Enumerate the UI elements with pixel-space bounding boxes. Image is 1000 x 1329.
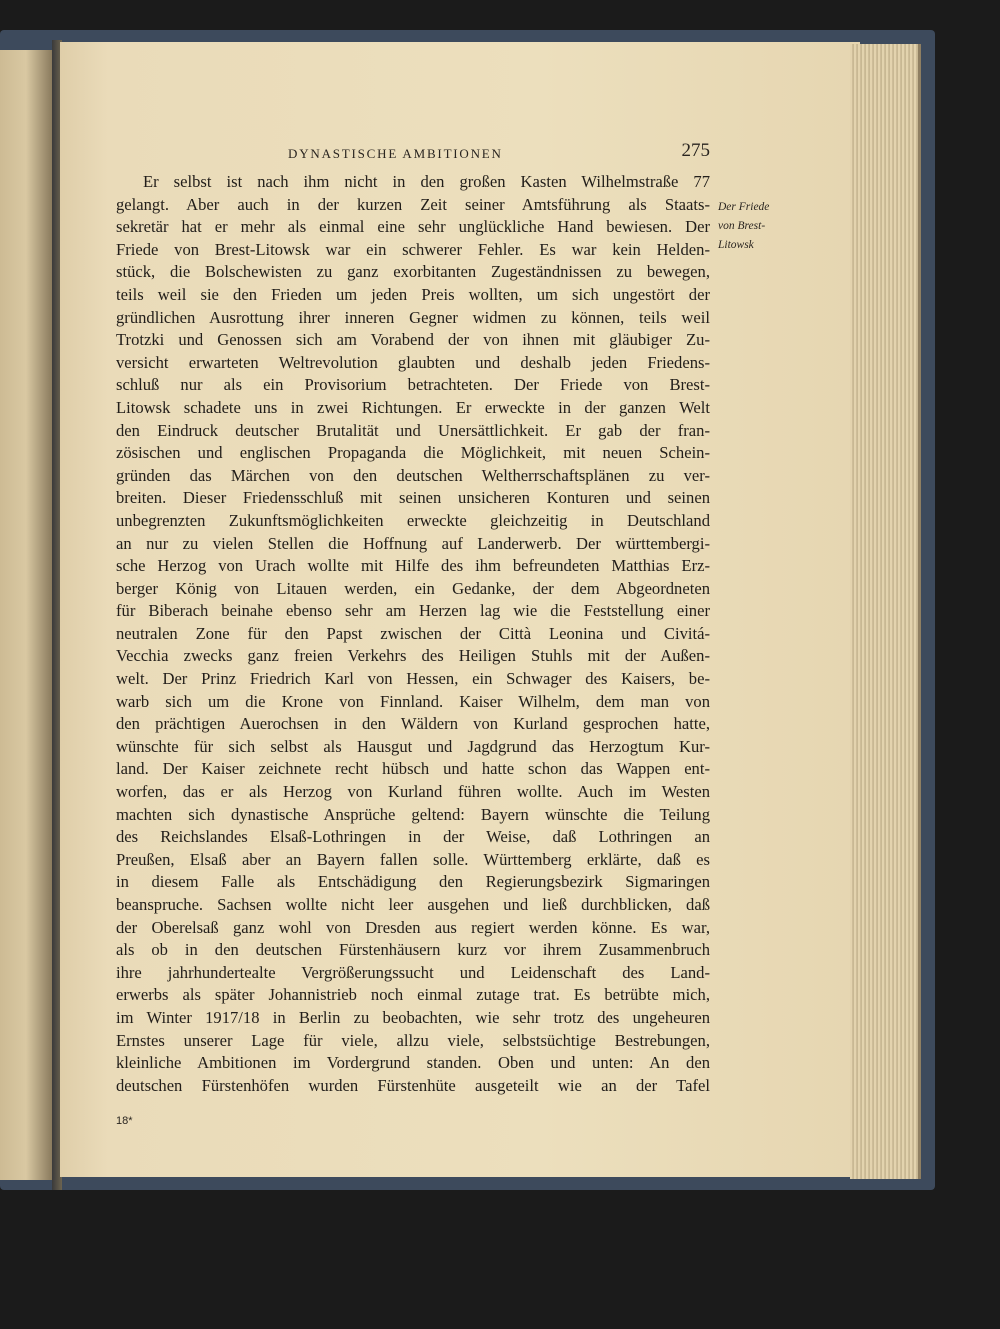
marginal-note-line: von Brest- (718, 220, 766, 232)
text-line: wünschte für sich selbst als Hausgut und Jagdgrund das Herzogtum Kur- (116, 736, 710, 756)
page-number: 275 (681, 140, 710, 161)
left-page-edge (0, 50, 52, 1180)
text-line: breiten. Dieser Friedensschluß mit seinen unsicheren Konturen und seinen (116, 488, 710, 508)
page-edges (850, 44, 921, 1179)
text-line: in diesem Falle als Entschädigung den Regierungsbezirk Sigmaringen (116, 872, 710, 892)
text-line: worfen, das er als Herzog von Kurland führen wollte. Auch im Westen (116, 782, 710, 802)
signature-mark: 18* (116, 1115, 133, 1127)
text-line: machten sich dynastische Ansprüche geltend: Bayern wünschte die Teilung (116, 804, 710, 824)
text-line: sekretär hat er mehr als einmal eine sehr unglückliche Hand bewiesen. Der (116, 217, 710, 237)
text-line: ihre jahrhundertealte Vergrößerungssucht und Leidenschaft des Land- (116, 962, 710, 982)
text-line: teils weil sie den Frieden um jeden Preis wollten, um sich ungestört der (116, 284, 710, 304)
text-line: sche Herzog von Urach wollte mit Hilfe des ihm befreundeten Matthias Erz- (116, 556, 710, 576)
text-line: land. Der Kaiser zeichnete recht hübsch und hatte schon das Wappen ent- (116, 759, 710, 779)
text-line: erwerbs als später Johannistrieb noch einmal zutage trat. Es betrübte mich, (116, 985, 710, 1005)
marginal-note-line: Litowsk (718, 239, 754, 251)
marginal-note (718, 198, 808, 255)
text-line: für Biberach beinahe ebenso sehr am Herzen lag wie die Feststellung einer (116, 601, 710, 621)
text-line: Friede von Brest-Litowsk war ein schwerer Fehler. Es war kein Helden- (116, 239, 710, 259)
text-line: an nur zu vielen Stellen die Hoffnung auf Landerwerb. Der württembergi- (116, 533, 710, 553)
text-line: unbegrenzten Zukunftsmöglichkeiten erweckte gleichzeitig in Deutschland (116, 510, 710, 530)
text-line: Preußen, Elsaß aber an Bayern fallen solle. Württemberg erklärte, daß es (116, 849, 710, 869)
text-line: stück, die Bolschewisten zu ganz exorbitanten Zugeständnissen zu bewegen, (116, 262, 710, 282)
text-line: den Eindruck deutscher Brutalität und Unersättlichkeit. Er gab der fran- (116, 420, 710, 440)
marginal-note-line: Der Friede (718, 201, 770, 213)
text-line: kleinliche Ambitionen im Vordergrund standen. Oben und unten: An den (116, 1053, 710, 1073)
text-line: Vecchia zwecks ganz freien Verkehrs des Heiligen Stuhls mit der Außen- (116, 646, 710, 666)
text-line: berger König von Litauen werden, ein Gedanke, der dem Abgeordneten (116, 578, 710, 598)
text-line: versicht erwarteten Weltrevolution glaubten und deshalb jeden Friedens- (116, 352, 710, 372)
text-line: gelangt. Aber auch in der kurzen Zeit seiner Amtsführung als Staats- (116, 194, 710, 214)
text-line: Er selbst ist nach ihm nicht in den großen Kasten Wilhelmstraße 77 (143, 172, 710, 191)
text-line: der Oberelsaß ganz wohl von Dresden aus regiert werden könne. Es war, (116, 917, 710, 937)
text-line: Ernstes unserer Lage für viele, allzu viele, selbstsüchtige Bestrebungen, (116, 1030, 710, 1050)
text-line: warb sich um die Krone von Finnland. Kaiser Wilhelm, dem man von (116, 691, 710, 711)
text-line: den prächtigen Auerochsen in den Wäldern von Kurland gesprochen hatte, (116, 714, 710, 734)
text-line: im Winter 1917/18 in Berlin zu beobachten, wie sehr trotz des ungeheuren (116, 1007, 710, 1027)
text-line: des Reichslandes Elsaß-Lothringen in der Weise, daß Lothringen an (116, 827, 710, 847)
text-line: Trotzki und Genossen sich am Vorabend der von ihnen mit gläubiger Zu- (116, 330, 710, 350)
text-line: als ob in den deutschen Fürstenhäusern kurz vor ihrem Zusammenbruch (116, 940, 710, 960)
text-line: welt. Der Prinz Friedrich Karl von Hessen, ein Schwager des Kaisers, be- (116, 669, 710, 689)
running-head: DYNASTISCHE AMBITIONEN (288, 146, 503, 161)
text-line: zösischen und englischen Propaganda die Möglichkeit, mit neuen Schein- (116, 443, 710, 463)
text-line: gründlichen Ausrottung ihrer inneren Gegner widmen zu können, teils weil (116, 307, 710, 327)
text-line: Litowsk schadete uns in zwei Richtungen. Er erweckte in der ganzen Welt (116, 397, 710, 417)
body-text (116, 171, 710, 1097)
text-line: deutschen Fürstenhöfen wurden Fürstenhüte ausgeteilt wie an der Tafel (116, 1075, 710, 1095)
text-line: beanspruche. Sachsen wollte nicht leer ausgehen und ließ durchblicken, daß (116, 895, 710, 914)
text-line: gründen das Märchen von den deutschen Weltherrschaftsplänen zu ver- (116, 465, 710, 485)
text-line: neutralen Zone für den Papst zwischen der Città Leonina und Civitá- (116, 623, 710, 643)
text-line: schluß nur als ein Provisorium betrachteten. Der Friede von Brest- (116, 375, 710, 395)
